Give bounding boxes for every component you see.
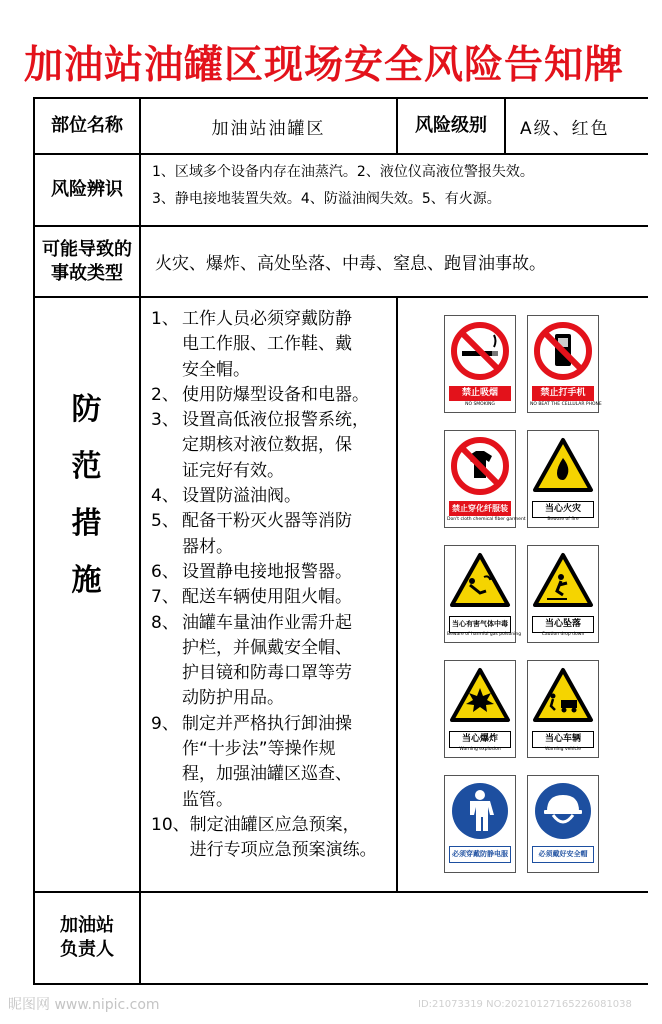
sign-caption: 禁止吸烟 [449,386,511,401]
sign-caption: 当心爆炸 [449,731,511,748]
antistatic-suit-icon [448,779,512,843]
prevention-measures-list [151,307,406,864]
risk-level-label: 风险级别 [415,115,487,136]
page-title: 加油站油罐区现场安全风险告知牌 [23,43,624,88]
list-item: 4、 设置防溢油阀。 [151,484,406,509]
sign-caption: 当心坠落 [532,616,594,633]
watermark: 昵图网 www.nipic.com [8,997,160,1013]
item-number: 4、 [151,486,179,507]
responsible-label-line: 加油站 [60,915,114,936]
sign-vehicle-warning [527,660,599,758]
sign-no-smoking [444,315,516,413]
list-item: 5、 配备干粉灭火器等消防 器材。 [151,509,406,560]
sign-caption: 禁止穿化纤服装 [449,501,511,516]
accident-types-label-line: 事故类型 [51,262,123,284]
no-synthetic-clothing-icon [448,434,512,498]
responsible-person-value [141,893,648,983]
risk-line: 3、静电接地装置失效。4、防溢油阀失效。5、有火源。 [152,191,501,207]
accident-types-label [35,227,139,296]
risk-notice-table [33,97,648,985]
list-item: 6、 设置静电接地报警器。 [151,560,406,585]
sign-caption: 当心有害气体中毒 [449,616,511,633]
location-value: 加油站油罐区 [211,118,326,139]
risk-level-value: A级、红色 [520,118,610,139]
item-number: 10、 [151,814,190,835]
item-number: 8、 [151,612,179,633]
sign-fall-warning [527,545,599,643]
sign-no-mobile-phone [527,315,602,413]
sign-safety-helmet [527,775,599,873]
label-char: 施 [71,563,102,598]
responsible-person-label [35,893,139,983]
gas-poisoning-warning-icon [448,549,512,613]
item-number: 2、 [151,384,179,405]
sign-fire-warning [527,430,599,528]
explosion-warning-icon [448,664,512,728]
table-border-bottom [33,983,648,985]
no-mobile-phone-icon [531,319,595,383]
list-item: 1、 工作人员必须穿戴防静 电工作服、工作鞋、戴 安全帽。 [151,307,406,383]
item-number: 7、 [151,587,179,608]
sign-gas-poisoning-warning [444,545,522,643]
list-item: 8、 油罐车量油作业需升起 护栏，并佩戴安全帽、 护目镜和防毒口罩等劳 动防护用品。 [151,611,406,712]
list-item: 3、 设置高低液位报警系统， 定期核对液位数据，保 证完好有效。 [151,408,406,484]
label-char: 防 [71,392,102,427]
sign-caption: 必须穿戴防静电服 [449,846,511,863]
list-item: 10、 制定油罐区应急预案， 进行专项应急预案演练。 [151,813,406,864]
sign-subcaption: Beware of fire [547,517,579,522]
sign-subcaption: Warning explosion [459,747,501,752]
item-number: 9、 [151,713,179,734]
item-number: 5、 [151,511,179,532]
sign-subcaption: Caution drop down [541,632,585,637]
accident-types-label-line: 可能导致的 [42,238,132,260]
prevention-measures-label [33,297,140,693]
item-number: 3、 [151,410,179,431]
fire-warning-icon [531,434,595,498]
risk-identification-label: 风险辨识 [51,179,123,200]
list-item: 9、 制定并严格执行卸油操 作“十步法”等操作规 程，加强油罐区巡查、 监管。 [151,712,406,813]
location-label: 部位名称 [51,115,123,136]
sign-caption: 当心车辆 [532,731,594,748]
sign-subcaption: Don't cloth chemical fiber garment [447,517,526,522]
list-item: 2、 使用防爆型设备和电器。 [151,383,406,408]
item-number: 6、 [151,561,179,582]
responsible-label-line: 负责人 [60,939,114,960]
sign-subcaption: NO BEAT THE CELLULAR PHONE [530,402,602,407]
sign-caption: 当心火灾 [532,501,594,518]
sign-subcaption: Beware of harmful gas poisoning [447,632,522,637]
safety-helmet-icon [531,779,595,843]
sign-caption: 禁止打手机 [532,386,594,401]
sign-antistatic-suit [444,775,516,873]
sign-no-synthetic-clothing [444,430,526,528]
list-item: 7、 配送车辆使用阻火帽。 [151,585,406,610]
fall-warning-icon [531,549,595,613]
item-number: 1、 [151,309,179,329]
vehicle-warning-icon [531,664,595,728]
label-char: 措 [71,506,102,541]
sign-subcaption: Warning vehicle [545,747,581,752]
sign-explosion-warning [444,660,516,758]
label-char: 范 [71,449,102,484]
sign-caption: 必须戴好安全帽 [532,846,594,863]
watermark-id: ID:21073319 NO:20210127165226081038 [418,999,632,1010]
risk-line: 1、区域多个设备内存在油蒸汽。2、液位仪高液位警报失效。 [152,164,534,180]
no-smoking-icon [448,319,512,383]
accident-types-value: 火灾、爆炸、高处坠落、中毒、窒息、跑冒油事故。 [155,254,546,274]
sign-subcaption: NO SMOKING [465,402,495,407]
risk-identification-text [141,159,648,213]
